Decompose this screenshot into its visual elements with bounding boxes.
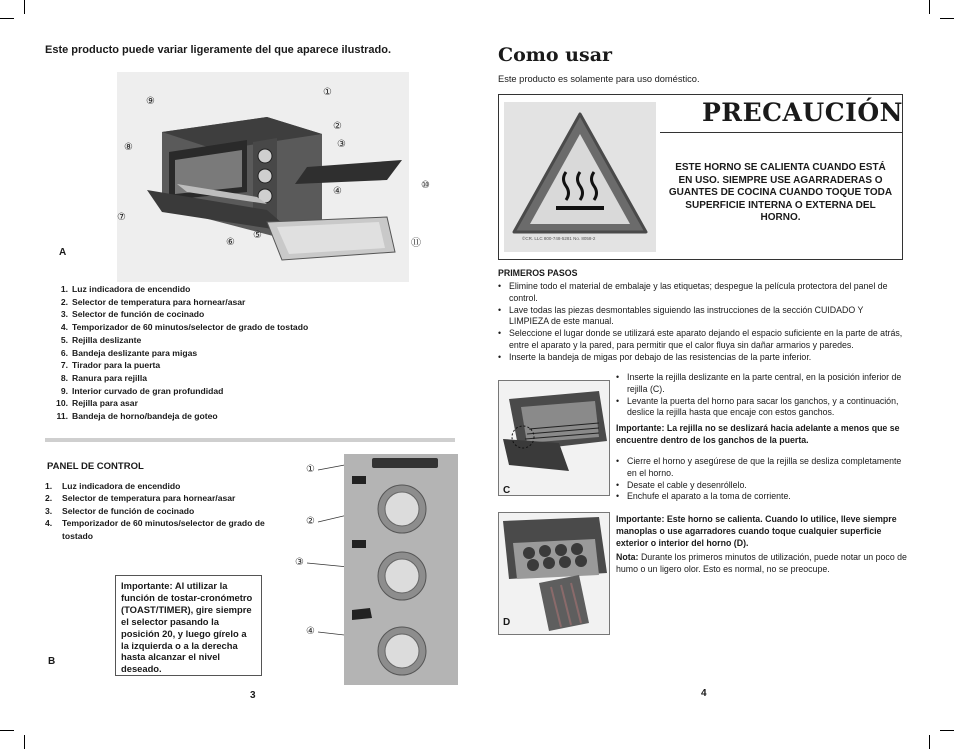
note-paragraph	[616, 552, 911, 576]
list-item: • Inserte la rejilla deslizante en la parte central, en la posición inferior de rejilla (C).	[616, 372, 902, 394]
callout-11: ⑪	[411, 238, 421, 249]
list-item: 3. Selector de función de cocinado	[45, 505, 195, 516]
callout-6: ⑥	[226, 237, 235, 248]
list-item: • Desate el cable y desenróllelo.	[616, 479, 747, 490]
figure-d-label: D	[503, 617, 511, 628]
figure-c-rack-insertion	[498, 380, 610, 496]
note-label: Nota:	[616, 552, 639, 563]
important-heat-text: Importante: Este horno se calienta. Cuando lo utilice, lleve siempre manoplas o use agarradores cuando toque cualquier superficie exterior o interior del horno (D).	[616, 514, 897, 548]
control-panel-figure-b	[344, 454, 458, 685]
caution-text: ESTE HORNO SE CALIENTA CUANDO ESTÁ EN USO. SIEMPRE USE AGARRADERAS O GUANTES DE COCINA CUANDO TOQUE TODA SUPERFICIE INTERNA O EXTERNA DEL HORNO.	[668, 162, 893, 224]
list-item: 4. Temporizador de 60 minutos/selector de grado de tostado	[45, 518, 265, 541]
sign-fine-print: ©CR. LLC 800-748-5281 No. 8058-2	[522, 236, 596, 241]
figure-b-label: B	[48, 656, 56, 667]
list-item: 6. Bandeja deslizante para migas	[60, 347, 198, 358]
callout-9: ⑨	[146, 96, 155, 107]
page-title: Como usar	[498, 44, 613, 66]
list-item: • Lave todas las piezas desmontables siguiendo las instrucciones de la sección CUIDADO Y LIMPIEZA de este manual.	[498, 304, 864, 327]
oven-mitt-illustration	[499, 513, 609, 634]
final-steps-list	[616, 456, 911, 503]
callout-3: ③	[337, 139, 346, 150]
panel-callout-1: ①	[306, 464, 315, 475]
list-item: 3. Selector de función de cocinado	[60, 309, 205, 320]
important-rack-note: Importante: La rejilla no se deslizará hacia adelante a menos que se encuentre dentro de los ganchos de la puerta.	[616, 423, 900, 445]
list-item: 1. Luz indicadora de encendido	[45, 481, 181, 491]
list-item: 8. Ranura para rejilla	[60, 372, 147, 383]
callout-10: ⑩	[421, 180, 430, 191]
list-item: • Levante la puerta del horno para sacar los ganchos, y a continuación, deslice la rejilla hasta que encaje con estos ganchos.	[616, 395, 899, 418]
callout-2: ②	[333, 121, 342, 132]
panel-callout-3: ③	[295, 557, 304, 568]
callout-7: ⑦	[117, 212, 126, 223]
panel-title: PANEL DE CONTROL	[47, 461, 144, 472]
callout-1: ①	[323, 87, 332, 98]
list-item: 7. Tirador para la puerta	[60, 360, 161, 371]
oven-rack-illustration	[499, 381, 609, 495]
list-item: 10. Rejilla para asar	[56, 398, 138, 409]
caution-title: PRECAUCIÓN	[702, 98, 903, 127]
steps-title: PRIMEROS PASOS	[498, 268, 578, 278]
panel-callout-4: ④	[306, 626, 315, 637]
callout-4: ④	[333, 186, 342, 197]
steps-list	[498, 281, 903, 364]
figure-a-label: A	[59, 247, 67, 258]
callout-5: ⑤	[253, 230, 262, 241]
page-number: 3	[250, 690, 256, 701]
rack-steps-list	[616, 372, 911, 419]
variant-note: Este producto puede variar ligeramente del que aparece ilustrado.	[45, 44, 391, 56]
list-item: • Seleccione el lugar donde se utilizará este aparato dejando el espacio suficiente en la parte de atrás, entre el aparato y la pared, para permitir que el calor fluya sin dañar armarios y paredes.	[498, 328, 903, 350]
page-subtitle: Este producto es solamente para uso doméstico.	[498, 74, 700, 84]
list-item: • Enchufe el aparato a la toma de corriente.	[616, 491, 791, 502]
panel-callout-2: ②	[306, 516, 315, 527]
list-item: 1. Luz indicadora de encendido	[60, 284, 191, 294]
hot-surface-warning-icon	[504, 102, 656, 252]
list-item: 9. Interior curvado de gran profundidad	[60, 385, 224, 396]
list-item: 4. Temporizador de 60 minutos/selector de grado de tostado	[60, 322, 309, 333]
list-item: 2. Selector de temperatura para hornear/asar	[60, 296, 246, 307]
figure-d-oven-mitt	[498, 512, 610, 635]
important-heat-note	[616, 514, 911, 576]
control-panel-illustration	[344, 454, 458, 685]
callout-8: ⑧	[124, 142, 133, 153]
list-item: • Inserte la bandeja de migas por debajo de las resistencias de la parte inferior.	[498, 351, 812, 362]
list-item: • Cierre el horno y asegúrese de que la rejilla se desliza completamente en el horno.	[616, 456, 902, 478]
list-item: 2. Selector de temperatura para hornear/asar	[45, 493, 236, 504]
note-text: Durante los primeros minutos de utilización, puede notar un poco de humo o un ligero olor. Esto es normal, no se preocupe.	[616, 552, 907, 575]
figure-c-label: C	[503, 485, 511, 496]
caution-rule	[660, 132, 903, 133]
important-note-box: Importante: Al utilizar la función de tostar-cronómetro (TOAST/TIMER), gire siempre el selector pasando la posición 20, y luego gírelo a la izquierda o a la derecha hasta alcanzar el nivel deseado.	[115, 575, 262, 676]
list-item: • Elimine todo el material de embalaje y las etiquetas; despegue la película protectora del panel de control.	[498, 281, 888, 303]
list-item: 5. Rejilla deslizante	[60, 334, 142, 345]
list-item: 11. Bandeja de horno/bandeja de goteo	[56, 411, 218, 422]
page-number: 4	[701, 688, 707, 699]
